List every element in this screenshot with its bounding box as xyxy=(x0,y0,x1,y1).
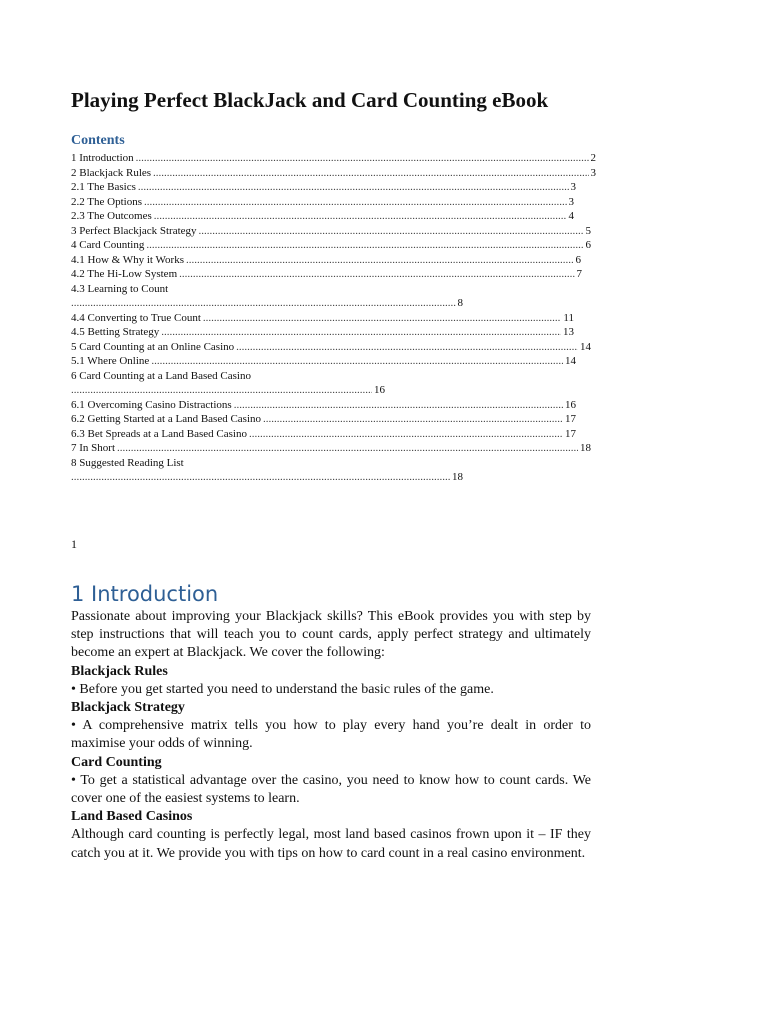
toc-leader-dots xyxy=(161,325,561,340)
toc-entry-label: 6.2 Getting Started at a Land Based Casino xyxy=(71,413,262,425)
toc-entry-page: 6 xyxy=(575,253,581,266)
toc-leader-dots xyxy=(153,166,588,181)
toc-entry-page: 16 xyxy=(565,398,576,411)
toc-entry-label: 5.1 Where Online xyxy=(71,355,150,367)
toc-entry-label: 1 Introduction xyxy=(71,152,134,164)
toc-leader-dots xyxy=(146,238,583,253)
toc-entry-label: 4.5 Betting Strategy xyxy=(71,326,160,338)
toc-leader-dots xyxy=(71,383,372,398)
toc-leader-dots xyxy=(144,195,567,210)
toc-entry[interactable] xyxy=(71,441,591,456)
toc-leader-dots xyxy=(249,427,563,442)
toc-entry[interactable] xyxy=(71,209,574,224)
toc-entry-page: 18 xyxy=(452,471,463,483)
toc-entry-label: 4.4 Converting to True Count xyxy=(71,311,201,324)
toc-entry[interactable] xyxy=(71,253,581,268)
topic-text: Although card counting is perfectly legal, most land based casinos frown upon it – IF they catch you at it. We provide you with tips on how to card count in a real casino environment. xyxy=(71,827,591,861)
toc-leader-dots xyxy=(203,311,562,326)
toc-entry-label: 6.1 Overcoming Casino Distractions xyxy=(71,398,232,411)
toc-entry-label: 4 Card Counting xyxy=(71,239,145,251)
toc-leader-dots xyxy=(263,412,563,427)
toc-leader-dots xyxy=(71,470,450,485)
topic-heading: Card Counting xyxy=(71,754,162,770)
toc-leader-dots xyxy=(179,267,574,282)
toc-entry[interactable] xyxy=(71,456,596,485)
topic-heading: Blackjack Strategy xyxy=(71,700,185,716)
toc-entry[interactable] xyxy=(71,340,591,355)
toc-entry[interactable] xyxy=(71,224,591,239)
toc-entry[interactable] xyxy=(71,195,574,210)
topic-text: • To get a statistical advantage over the casino, you need to know how to count cards. We cover one of the easiest systems to learn. xyxy=(71,772,591,807)
section-body xyxy=(71,608,591,863)
table-of-contents xyxy=(71,151,596,485)
toc-entry[interactable] xyxy=(71,325,574,340)
toc-entry-label: 8 Suggested Reading List xyxy=(71,456,184,469)
section-heading: 1 Introduction xyxy=(71,582,219,606)
toc-entry-page: 2 xyxy=(590,152,596,164)
toc-entry-page: 4 xyxy=(568,210,574,222)
toc-entry-page: 17 xyxy=(565,427,576,440)
toc-entry-page: 14 xyxy=(580,340,591,353)
toc-leader-dots xyxy=(71,296,456,311)
toc-leader-dots xyxy=(117,441,578,456)
toc-entry[interactable] xyxy=(71,427,576,442)
toc-entry[interactable] xyxy=(71,151,596,166)
toc-leader-dots xyxy=(234,398,563,413)
topic-heading: Land Based Casinos xyxy=(71,809,193,825)
toc-entry[interactable] xyxy=(71,398,576,413)
toc-entry-page: 13 xyxy=(563,326,574,338)
toc-entry[interactable] xyxy=(71,238,591,253)
toc-entry-page: 7 xyxy=(576,268,582,280)
toc-entry-page: 16 xyxy=(374,384,385,396)
toc-entry-page: 18 xyxy=(580,442,591,454)
toc-entry-page: 17 xyxy=(565,413,576,425)
toc-entry-page: 3 xyxy=(590,166,596,179)
toc-entry[interactable] xyxy=(71,267,582,282)
toc-entry[interactable] xyxy=(71,166,596,181)
page-number: 1 xyxy=(71,537,77,551)
toc-entry-label: 2 Blackjack Rules xyxy=(71,166,152,179)
toc-entry-label: 3 Perfect Blackjack Strategy xyxy=(71,224,197,237)
toc-entry[interactable] xyxy=(71,180,576,195)
topic-text: • A comprehensive matrix tells you how to play every hand you’re dealt in order to maximise your odds of winning. xyxy=(71,718,591,752)
toc-entry-label: 6.3 Bet Spreads at a Land Based Casino xyxy=(71,427,247,440)
toc-entry-label: 5 Card Counting at an Online Casino xyxy=(71,340,235,353)
toc-entry-label: 4.2 The Hi-Low System xyxy=(71,268,178,280)
toc-entry-label: 6 Card Counting at a Land Based Casino xyxy=(71,369,251,382)
toc-entry[interactable] xyxy=(71,282,596,311)
document-title: Playing Perfect BlackJack and Card Counting eBook xyxy=(71,88,549,112)
intro-paragraph: Passionate about improving your Blackjack skills? This eBook provides you with step by step instructions that will teach you to count cards, apply perfect strategy and ultimately become an expert at Blackjack. We cover the following: xyxy=(71,609,591,661)
toc-entry-page: 5 xyxy=(585,224,591,237)
toc-entry[interactable] xyxy=(71,369,596,398)
toc-entry-page: 3 xyxy=(568,195,574,208)
toc-entry-page: 11 xyxy=(563,311,574,324)
toc-entry-label: 4.1 How & Why it Works xyxy=(71,253,184,266)
toc-entry-page: 6 xyxy=(585,239,591,251)
toc-entry-label: 4.3 Learning to Count xyxy=(71,282,169,295)
toc-entry-label: 2.3 The Outcomes xyxy=(71,210,152,222)
toc-leader-dots xyxy=(199,224,584,239)
toc-entry-page: 3 xyxy=(570,181,576,193)
toc-leader-dots xyxy=(186,253,574,268)
toc-entry-label: 7 In Short xyxy=(71,442,115,454)
toc-entry-page: 14 xyxy=(565,355,576,367)
toc-entry[interactable] xyxy=(71,412,576,427)
toc-entry-label: 2.2 The Options xyxy=(71,195,142,208)
toc-entry[interactable] xyxy=(71,311,574,326)
toc-leader-dots xyxy=(151,354,563,369)
contents-heading: Contents xyxy=(71,133,125,148)
topic-text: • Before you get started you need to understand the basic rules of the game. xyxy=(71,681,494,697)
toc-leader-dots xyxy=(236,340,578,355)
topic-heading: Blackjack Rules xyxy=(71,663,168,679)
toc-leader-dots xyxy=(154,209,567,224)
toc-entry-label: 2.1 The Basics xyxy=(71,181,136,193)
toc-leader-dots xyxy=(138,180,569,195)
toc-leader-dots xyxy=(136,151,589,166)
toc-entry-page: 8 xyxy=(457,297,463,309)
toc-entry[interactable] xyxy=(71,354,576,369)
